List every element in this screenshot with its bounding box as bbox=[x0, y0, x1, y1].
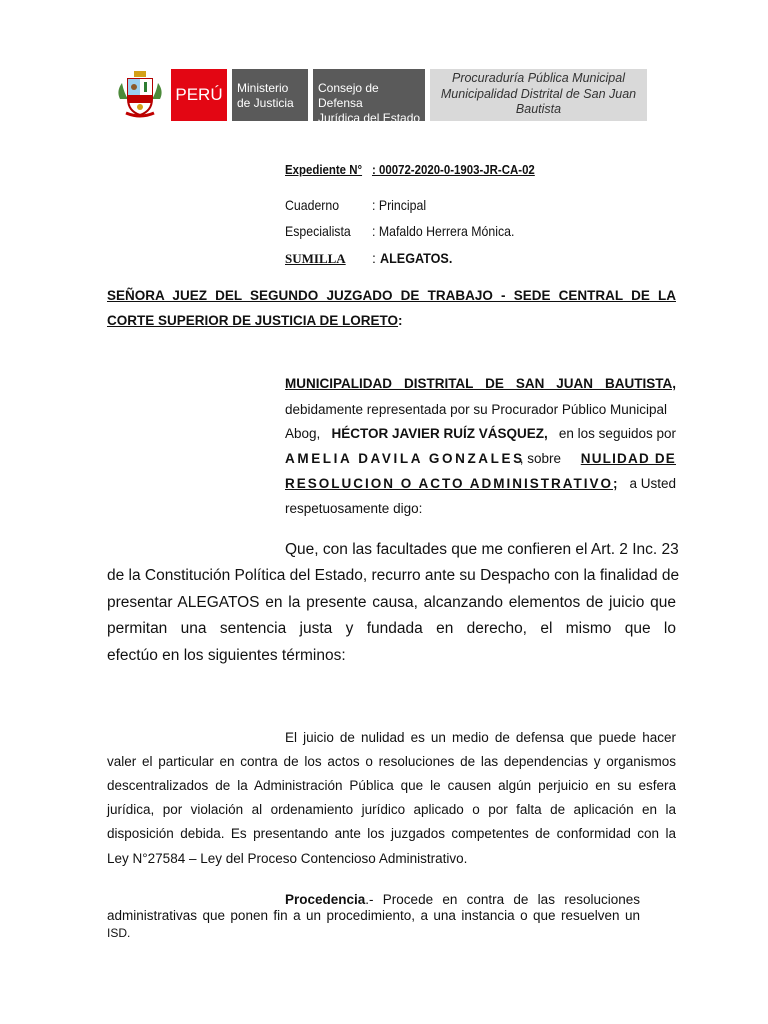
para2-line-6: Ley N°27584 – Ley del Proceso Contencioso Administrativo. bbox=[107, 851, 468, 866]
para2-line-3: descentralizados de la Administración Pública que le causen algún perjuicio en su esfera bbox=[107, 778, 676, 793]
para1-line-2: de la Constitución Política del Estado, recurro ante su Despacho con la finalidad de bbox=[107, 567, 680, 584]
cuaderno-label: Cuaderno bbox=[285, 197, 340, 213]
especialista-label: Especialista bbox=[285, 223, 351, 239]
peru-label: PERÚ bbox=[175, 85, 223, 104]
para2-line-4: jurídica, por violación al ordenamiento jurídico aplicado o por falta de aplicación en la bbox=[107, 802, 676, 817]
intro-semicolon: ; bbox=[613, 476, 618, 491]
intro-nulidad: NULIDAD DE bbox=[580, 451, 676, 466]
expediente-value: : 00072-2020-0-1903-JR-CA-02 bbox=[372, 162, 535, 177]
ministerio-line-1: Ministerio bbox=[237, 81, 289, 95]
consejo-logo bbox=[313, 69, 425, 125]
intro-line-3 bbox=[285, 426, 676, 441]
sumilla-value: ALEGATOS. bbox=[380, 250, 453, 266]
addressee-line-2-wrap bbox=[107, 313, 403, 328]
addressee-line-1: SEÑORA JUEZ DEL SEGUNDO JUZGADO DE TRABAJO - SEDE CENTRAL DE LA bbox=[107, 288, 676, 303]
intro-demandante: AMELIA DAVILA GONZALES bbox=[285, 451, 525, 466]
intro-line-6: respetuosamente digo: bbox=[285, 501, 423, 516]
procuraduria-line-2: Municipalidad Distrital de San Juan bbox=[440, 86, 637, 101]
para2-line-2: valer el particular en contra de los actos o resoluciones de las dependencias y organismos bbox=[107, 754, 676, 769]
addressee-colon: : bbox=[398, 313, 403, 328]
intro-line-5 bbox=[285, 476, 676, 491]
procuraduria-line-1: Procuraduría Pública Municipal bbox=[451, 71, 625, 85]
para2-line-5: disposición debida. Es presentando ante los juzgados competentes de conformidad con la bbox=[107, 826, 676, 841]
intro-sobre: , sobre bbox=[519, 451, 562, 466]
intro-procurador-name: HÉCTOR JAVIER RUÍZ VÁSQUEZ, bbox=[331, 426, 548, 441]
especialista-value: : Mafaldo Herrera Mónica. bbox=[372, 223, 515, 239]
procuraduria-line-3: Bautista bbox=[515, 102, 562, 116]
sumilla-label: SUMILLA bbox=[285, 251, 346, 266]
procuraduria-box bbox=[430, 69, 647, 121]
addressee-line-2: CORTE SUPERIOR DE JUSTICIA DE LORETO bbox=[107, 313, 399, 328]
coat-of-arms-logo bbox=[114, 69, 166, 121]
ministerio-logo bbox=[232, 69, 308, 121]
intro-a-usted: a Usted bbox=[629, 476, 676, 491]
para1-line-4: permitan una sentencia justa y fundada en derecho, el mismo que lo bbox=[107, 620, 676, 637]
intro-line-2: debidamente representada por su Procurador Público Municipal bbox=[285, 402, 667, 417]
procedencia-text: .- Procede en contra de las resoluciones bbox=[365, 892, 640, 907]
para3-line-2: administrativas que ponen fin a un procedimiento, a una instancia o que resuelven un bbox=[107, 908, 640, 923]
peru-logo bbox=[171, 69, 227, 121]
consejo-line-1: Consejo de Defensa bbox=[318, 81, 379, 110]
para2-line-1: El juicio de nulidad es un medio de defensa que puede hacer bbox=[285, 730, 676, 745]
para1-line-5: efectúo en los siguientes términos: bbox=[107, 647, 346, 664]
ministerio-line-2: de Justicia bbox=[237, 96, 294, 110]
intro-acto-administrativo: RESOLUCION O ACTO ADMINISTRATIVO bbox=[285, 476, 614, 491]
sumilla-colon: : bbox=[372, 250, 376, 266]
intro-line-4 bbox=[285, 451, 676, 466]
para1-line-3: presentar ALEGATOS en la presente causa, alcanzando elementos de juicio que bbox=[107, 594, 676, 611]
intro-seguidos: en los seguidos por bbox=[558, 426, 676, 441]
cuaderno-value: : Principal bbox=[372, 197, 427, 213]
para1-line-1: Que, con las facultades que me confieren el Art. 2 Inc. 23 bbox=[285, 541, 679, 558]
intro-abog: Abog, bbox=[285, 426, 321, 441]
expediente-label: Expediente N° bbox=[285, 162, 363, 177]
consejo-line-2: Jurídica del Estado bbox=[318, 111, 421, 125]
procedencia-label: Procedencia bbox=[285, 892, 366, 907]
para3-line-3: ISD. bbox=[107, 926, 131, 940]
para3-line-1 bbox=[285, 892, 640, 907]
intro-line-1: MUNICIPALIDAD DISTRITAL DE SAN JUAN BAUTISTA, bbox=[285, 376, 676, 391]
